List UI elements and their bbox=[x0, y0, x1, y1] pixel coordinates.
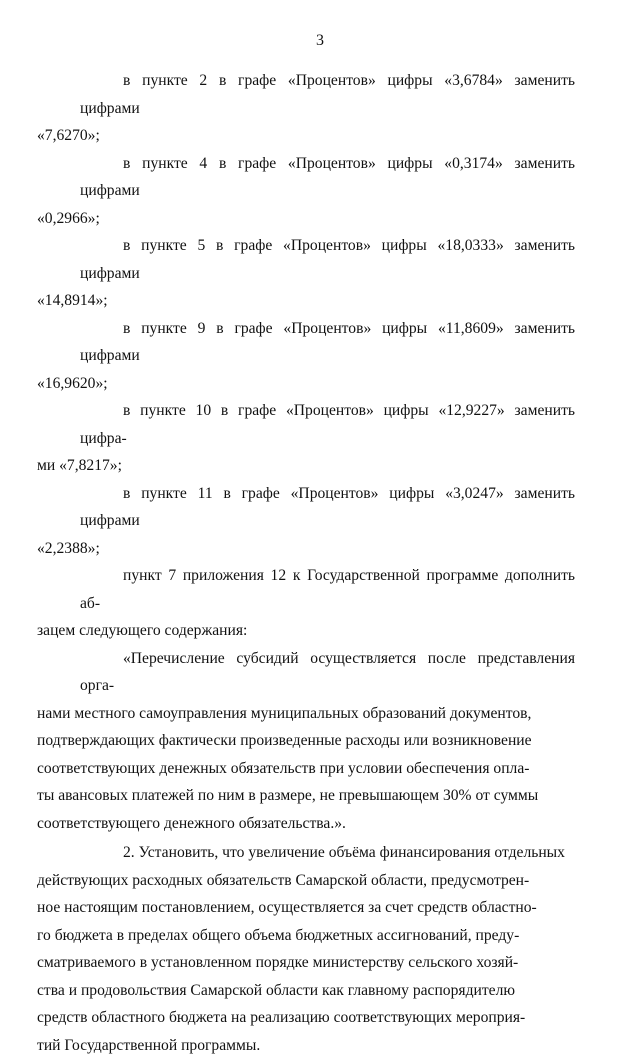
point-2-paragraph: 2. Установить, что увеличение объёма финансирования отдельных действующих расходных обязательств Самарской области, предусмотрен- ное настоящим постановлением, осуществляется за счет средств областно- го бюджета в пределах общего объема бюджетных ассигнований, преду- сматриваемого в установленном порядке министерству сельского хозяй- ства и продовольствия Самарской области как главному распорядителю средств областного бюджета на реализацию соответствующих мероприя- тий Государственной программы. bbox=[37, 844, 565, 1054]
page-number: 3 bbox=[316, 32, 324, 49]
amendment-item-5: в пункте 10 в графе «Процентов» цифры «12,9227» заменить цифра- ми «7,8217»; bbox=[37, 402, 575, 474]
amendment-item-6: в пункте 11 в графе «Процентов» цифры «3,0247» заменить цифрами «2,2388»; bbox=[37, 484, 575, 557]
document-body bbox=[37, 67, 575, 1059]
amendment-item-1: в пункте 2 в графе «Процентов» цифры «3,6784» заменить цифрами «7,6270»; bbox=[37, 72, 575, 144]
appendix-paragraph: пункт 7 приложения 12 к Государственной программе дополнить аб- зацем следующего содержания: bbox=[37, 567, 575, 639]
quoted-addition: «Перечисление субсидий осуществляется после представления орга- нами местного самоуправления муниципальных образований документов, подтверждающих фактически произведенные расходы или возникновение соответствующих денежных обязательств при условии обеспечения опла- ты авансовых платежей по ним в размере, не превышающем 30% от суммы соответствующего денежного обязательства.». bbox=[37, 649, 575, 832]
amendment-item-2: в пункте 4 в графе «Процентов» цифры «0,3174» заменить цифрами «0,2966»; bbox=[37, 154, 575, 227]
amendment-item-3: в пункте 5 в графе «Процентов» цифры «18,0333» заменить цифрами «14,8914»; bbox=[37, 237, 575, 309]
amendment-item-4: в пункте 9 в графе «Процентов» цифры «11,8609» заменить цифрами «16,9620»; bbox=[37, 319, 575, 392]
